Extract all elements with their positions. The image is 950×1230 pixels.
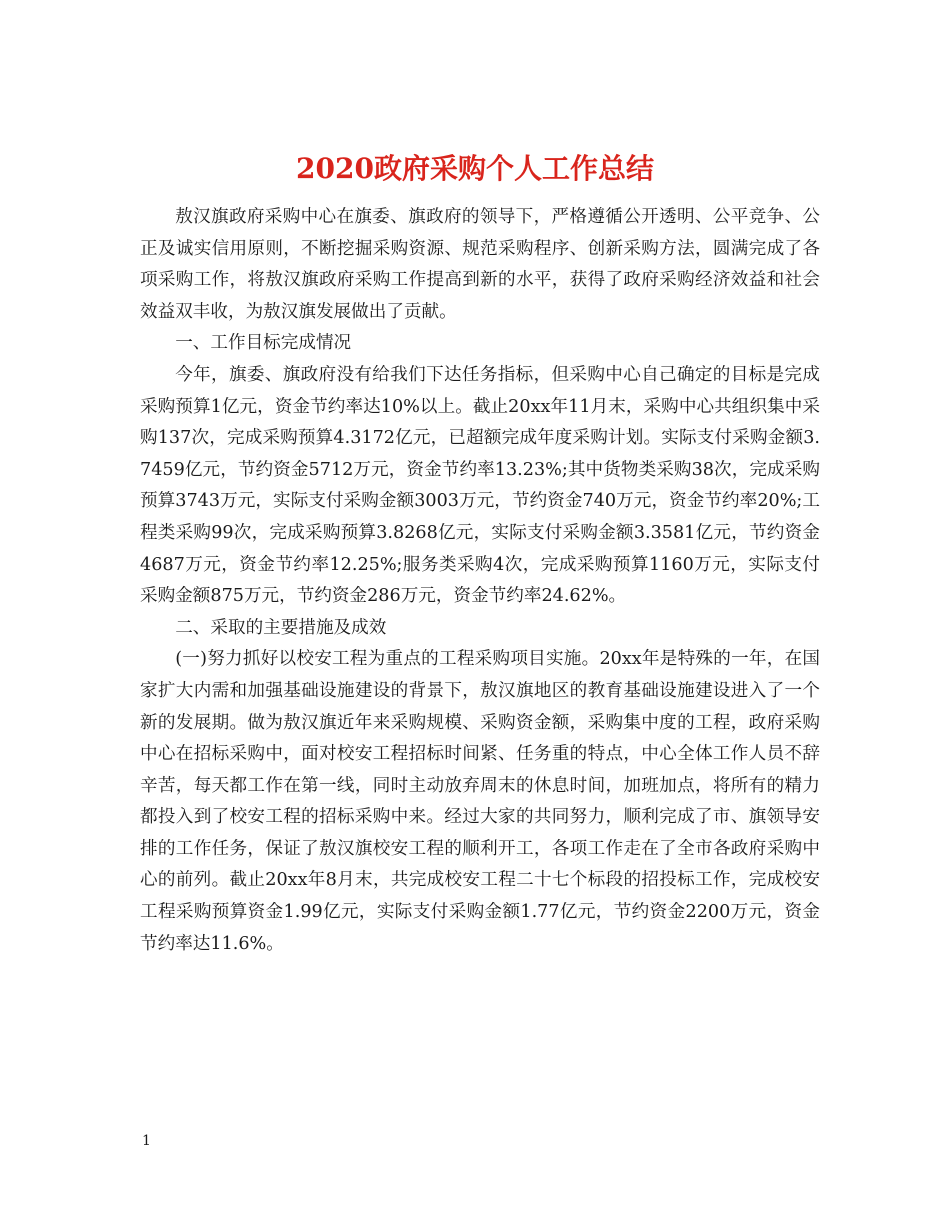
- paragraph-intro: 敖汉旗政府采购中心在旗委、旗政府的领导下，严格遵循公开透明、公平竞争、公正及诚实信用原则，不断挖掘采购资源、规范采购程序、创新采购方法，圆满完成了各项采购工作，将敖汉旗政府采购工作提高到新的水平，获得了政府采购经济效益和社会效益双丰收，为敖汉旗发展做出了贡献。: [140, 207, 820, 322]
- section-heading-measures: 二、采取的主要措施及成效: [175, 617, 387, 638]
- paragraph-goals: 今年，旗委、旗政府没有给我们下达任务指标，但采购中心自己确定的目标是完成采购预算1亿元，资金节约率达10%以上。截止20xx年11月末，采购中心共组织集中采购137次，完成采购预算4.3172亿元，已超额完成年度采购计划。实际支付采购金额3.7459亿元，节约资金5712万元，资金节约率13.23%;其中货物类采购38次，完成采购预算3743万元，实际支付采购金额3003万元，节约资金740万元，资金节约率20%;工程类采购99次，完成采购预算3.8268亿元，实际支付采购金额3.3581亿元，节约资金4687万元，资金节约率12.25%;服务类采购4次，完成采购预算1160万元，实际支付采购金额875万元，节约资金286万元，资金节约率24.62%。: [140, 364, 820, 607]
- paragraph-measures: (一)努力抓好以校安工程为重点的工程采购项目实施。20xx年是特殊的一年，在国家扩大内需和加强基础设施建设的背景下，敖汉旗地区的教育基础设施建设进入了一个新的发展期。做为敖汉旗近年来采购规模、采购资金额，采购集中度的工程，政府采购中心在招标采购中，面对校安工程招标时间紧、任务重的特点，中心全体工作人员不辞辛苦，每天都工作在第一线，同时主动放弃周末的休息时间，加班加点，将所有的精力都投入到了校安工程的招标采购中来。经过大家的共同努力，顺利完成了市、旗领导安排的工作任务，保证了敖汉旗校安工程的顺利开工，各项工作走在了全市各政府采购中心的前列。截止20xx年8月末，共完成校安工程二十七个标段的招投标工作，完成校安工程采购预算资金1.99亿元，实际支付采购金额1.77亿元，节约资金2200万元，资金节约率达11.6%。: [140, 649, 820, 954]
- document-body: [140, 202, 820, 960]
- section-heading-goals: 一、工作目标完成情况: [175, 333, 352, 354]
- page-number: 1: [142, 1133, 151, 1149]
- document-title: 2020政府采购个人工作总结: [296, 151, 654, 185]
